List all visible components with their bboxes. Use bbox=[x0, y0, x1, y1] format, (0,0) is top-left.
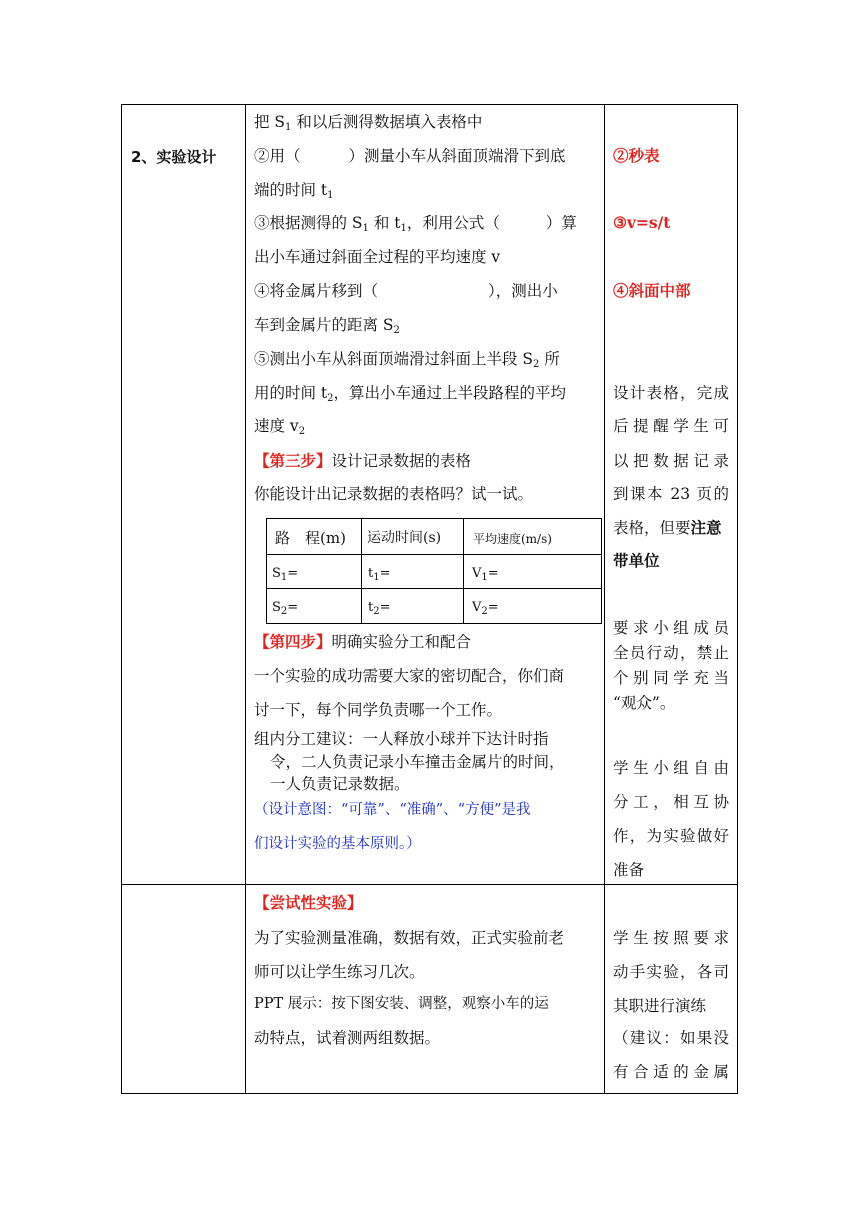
note2-line: 全员行动，禁止 bbox=[613, 644, 729, 662]
note2-line: 个别同学充当 bbox=[613, 669, 729, 687]
note1-line: 表格，但要注意 bbox=[613, 518, 722, 537]
note1-line: 带单位 bbox=[613, 551, 660, 570]
step3-heading: 【第三步】设计记录数据的表格 bbox=[254, 451, 472, 470]
record-table-border bbox=[601, 518, 602, 624]
division-line-b: 令，二人负责记录小车撞击金属片的时间， bbox=[270, 753, 565, 771]
note3-line: 作，为实验做好 bbox=[613, 827, 729, 845]
record-table-border bbox=[266, 518, 602, 519]
note1-line: 以把数据记录 bbox=[613, 452, 729, 470]
record-table-cell: $S_2=$ bbox=[272, 600, 299, 617]
answer-3: ③v=s/t bbox=[613, 213, 671, 232]
design-intent-line-a: （设计意图：“可靠”、“准确”、“方便”是我 bbox=[254, 802, 531, 818]
step3-line-b: 出小车通过斜面全过程的平均速度 v bbox=[254, 248, 501, 266]
note1-line: 到课本 23 页的 bbox=[613, 485, 729, 503]
record-table-border bbox=[266, 518, 267, 624]
record-table-cell: $t_2=$ bbox=[368, 600, 391, 617]
division-line-c: 一人负责记录数据。 bbox=[270, 775, 410, 793]
row2-note-line: 其职进行演练 bbox=[613, 997, 707, 1015]
note2-line: 要求小组成员 bbox=[613, 619, 729, 637]
note1-line: 设计表格，完成 bbox=[613, 384, 729, 402]
division-line-a: 组内分工建议：一人释放小球并下达计时指 bbox=[254, 730, 549, 748]
answer-4: ④斜面中部 bbox=[613, 281, 691, 300]
note3-line: 准备 bbox=[613, 861, 645, 879]
step4-line-b: 车到金属片的距离 S2 bbox=[254, 316, 400, 336]
table-divider-1 bbox=[245, 104, 246, 1094]
trial-text-d: 动特点，试着测两组数据。 bbox=[254, 1029, 441, 1047]
table-border-top bbox=[121, 104, 738, 105]
table-border-left bbox=[121, 104, 122, 1094]
step4-line-a: ④将金属片移到（ ），测出小 bbox=[254, 282, 558, 300]
row2-note-line: 动手实验，各司 bbox=[613, 963, 729, 981]
step3-question: 你能设计出记录数据的表格吗？试一试。 bbox=[254, 485, 534, 503]
step3-line-a: ③根据测得的 S1 和 t1，利用公式（ ）算 bbox=[254, 214, 577, 234]
record-table-border bbox=[463, 518, 464, 624]
answer-2: ②秒表 bbox=[613, 146, 660, 165]
trial-experiment-heading: 【尝试性实验】 bbox=[254, 893, 363, 912]
record-table-header: 平均速度(m/s) bbox=[473, 532, 552, 546]
record-table-cell: $V_2=$ bbox=[472, 600, 499, 617]
step2-line-b: 端的时间 t1 bbox=[254, 181, 334, 201]
trial-text-b: 师可以让学生练习几次。 bbox=[254, 963, 425, 981]
row2-note-line: 学生按照要求 bbox=[613, 929, 729, 947]
step2-line-a: ②用（ ）测量小车从斜面顶端滑下到底 bbox=[254, 147, 566, 165]
cooperation-line-b: 讨一下，每个同学负责哪一个工作。 bbox=[254, 701, 503, 719]
step5-line-a: ⑤测出小车从斜面顶端滑过斜面上半段 S2 所 bbox=[254, 350, 560, 370]
note3-line: 分工，相互协 bbox=[613, 793, 729, 811]
step5-line-c: 速度 v2 bbox=[254, 417, 306, 437]
record-table-border bbox=[361, 518, 362, 624]
row2-note-line: 有合适的金属 bbox=[613, 1063, 729, 1081]
record-table-border bbox=[266, 588, 602, 589]
record-table-border bbox=[266, 554, 602, 555]
table-row-divider bbox=[121, 884, 738, 885]
record-table-header: 运动时间(s) bbox=[367, 530, 442, 546]
section-label: 2、实验设计 bbox=[131, 148, 217, 166]
row2-note-line: （建议：如果没 bbox=[613, 1029, 729, 1047]
trial-text-a: 为了实验测量准确，数据有效，正式实验前老 bbox=[254, 929, 565, 947]
table-border-right bbox=[737, 104, 738, 1094]
design-intent-line-b: 们设计实验的基本原则。） bbox=[254, 836, 421, 852]
record-table-cell: $S_1=$ bbox=[272, 566, 299, 583]
record-table-cell: $t_1=$ bbox=[368, 566, 391, 583]
content-line-1: 把 S1 和以后测得数据填入表格中 bbox=[254, 113, 483, 133]
note3-line: 学生小组自由 bbox=[613, 759, 729, 777]
step4-heading: 【第四步】明确实验分工和配合 bbox=[254, 632, 472, 651]
step5-line-b: 用的时间 t2，算出小车通过上半段路程的平均 bbox=[254, 384, 567, 404]
record-table-cell: $V_1=$ bbox=[472, 566, 499, 583]
table-border-bottom bbox=[121, 1093, 738, 1094]
record-table-border bbox=[266, 623, 602, 624]
cooperation-line-a: 一个实验的成功需要大家的密切配合，你们商 bbox=[254, 667, 565, 685]
note2-line: “观众”。 bbox=[613, 694, 676, 712]
table-divider-2 bbox=[604, 104, 605, 1094]
trial-text-c: PPT 展示：按下图安装、调整，观察小车的运 bbox=[254, 996, 549, 1012]
record-table-header: 路 程(m) bbox=[275, 529, 346, 547]
note1-line: 后提醒学生可 bbox=[613, 417, 729, 435]
